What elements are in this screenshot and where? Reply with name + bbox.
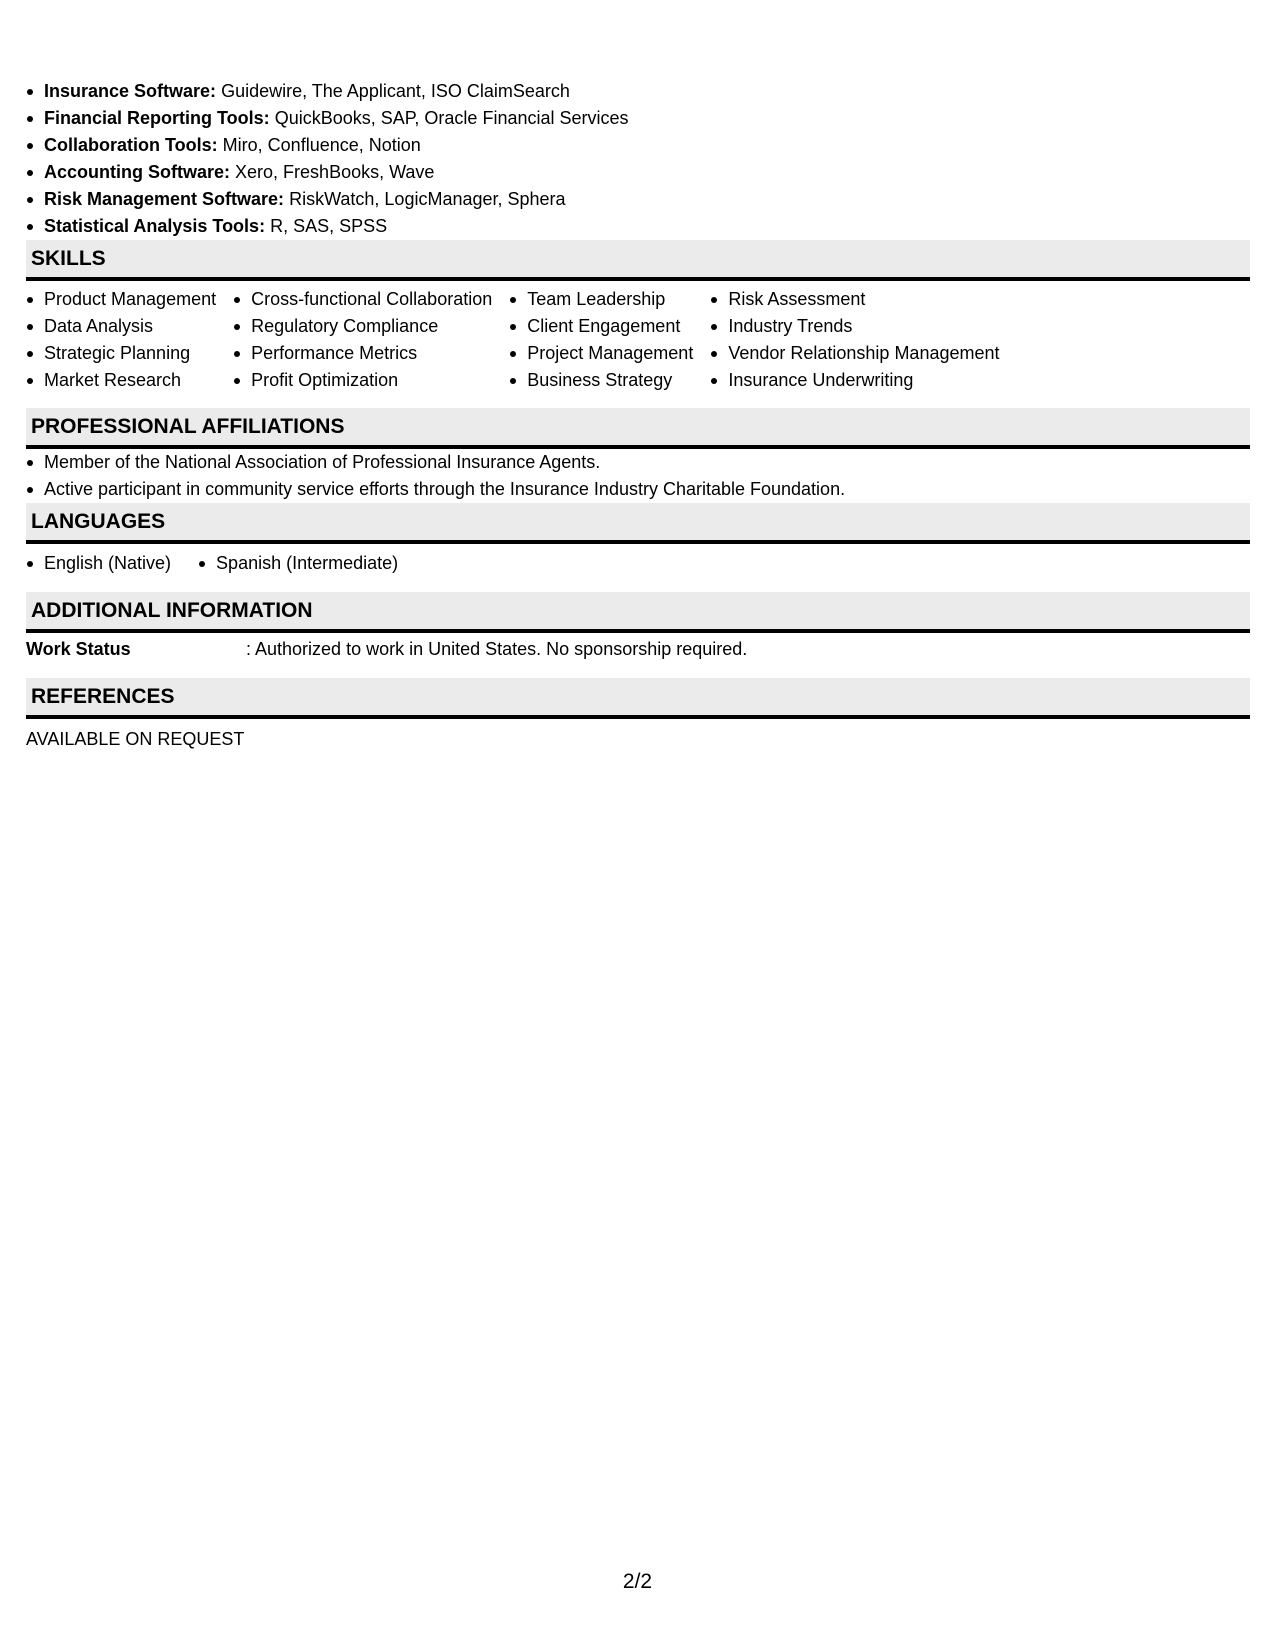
language-item: Spanish (Intermediate) bbox=[198, 550, 398, 577]
work-status-label: Work Status bbox=[26, 639, 131, 659]
languages-list bbox=[26, 550, 1250, 577]
skill-item: Regulatory Compliance bbox=[233, 313, 492, 340]
skill-item: Strategic Planning bbox=[26, 340, 216, 367]
references-text: AVAILABLE ON REQUEST bbox=[26, 729, 245, 749]
tools-list bbox=[26, 78, 1250, 240]
skills-grid bbox=[26, 286, 1250, 394]
languages-column bbox=[198, 550, 398, 577]
skill-item: Market Research bbox=[26, 367, 216, 394]
references-heading: REFERENCES bbox=[26, 678, 1250, 719]
tool-category-label: Collaboration Tools: bbox=[44, 135, 218, 155]
tool-category-label: Statistical Analysis Tools: bbox=[44, 216, 266, 236]
skills-column bbox=[509, 286, 693, 394]
tool-category-label: Risk Management Software: bbox=[44, 189, 285, 209]
skill-item: Data Analysis bbox=[26, 313, 216, 340]
languages-column bbox=[26, 550, 171, 577]
affiliations-heading: PROFESSIONAL AFFILIATIONS bbox=[26, 408, 1250, 449]
skill-item: Cross-functional Collaboration bbox=[233, 286, 492, 313]
skill-item: Product Management bbox=[26, 286, 216, 313]
tool-category-value: Miro, Confluence, Notion bbox=[222, 135, 421, 155]
tool-category-value: RiskWatch, LogicManager, Sphera bbox=[289, 189, 566, 209]
tool-category-value: QuickBooks, SAP, Oracle Financial Services bbox=[274, 108, 629, 128]
skill-item: Business Strategy bbox=[509, 367, 693, 394]
languages-heading: LANGUAGES bbox=[26, 503, 1250, 544]
tool-category-value: R, SAS, SPSS bbox=[270, 216, 388, 236]
tool-category-value: Xero, FreshBooks, Wave bbox=[235, 162, 435, 182]
skills-column bbox=[26, 286, 216, 394]
skills-heading: SKILLS bbox=[26, 240, 1250, 281]
resume-page bbox=[26, 78, 1250, 751]
tool-category-value: Guidewire, The Applicant, ISO ClaimSearch bbox=[221, 81, 570, 101]
page-number: 2/2 bbox=[622, 1570, 653, 1593]
tool-category-label: Financial Reporting Tools: bbox=[44, 108, 270, 128]
additional-info-heading: ADDITIONAL INFORMATION bbox=[26, 592, 1250, 633]
tools-list-item bbox=[26, 78, 1250, 105]
skills-column bbox=[710, 286, 999, 394]
skill-item: Project Management bbox=[509, 340, 693, 367]
skill-item: Client Engagement bbox=[509, 313, 693, 340]
skill-item: Team Leadership bbox=[509, 286, 693, 313]
skill-item: Insurance Underwriting bbox=[710, 367, 999, 394]
skill-item: Risk Assessment bbox=[710, 286, 999, 313]
affiliations-list bbox=[26, 449, 1250, 503]
tool-category-label: Insurance Software: bbox=[44, 81, 217, 101]
tools-list-item bbox=[26, 186, 1250, 213]
work-status-row bbox=[26, 637, 1250, 661]
affiliation-item: Active participant in community service efforts through the Insurance Industry Charitable Foundation. bbox=[26, 476, 1250, 503]
tools-list-item bbox=[26, 105, 1250, 132]
skill-item: Vendor Relationship Management bbox=[710, 340, 999, 367]
language-item: English (Native) bbox=[26, 550, 171, 577]
tools-list-item bbox=[26, 132, 1250, 159]
skill-item: Industry Trends bbox=[710, 313, 999, 340]
work-status-value: : Authorized to work in United States. No sponsorship required. bbox=[246, 639, 748, 659]
skill-item: Performance Metrics bbox=[233, 340, 492, 367]
affiliation-item: Member of the National Association of Professional Insurance Agents. bbox=[26, 449, 1250, 476]
skills-column bbox=[233, 286, 492, 394]
tools-list-item bbox=[26, 159, 1250, 186]
skill-item: Profit Optimization bbox=[233, 367, 492, 394]
tool-category-label: Accounting Software: bbox=[44, 162, 231, 182]
tools-list-item bbox=[26, 213, 1250, 240]
